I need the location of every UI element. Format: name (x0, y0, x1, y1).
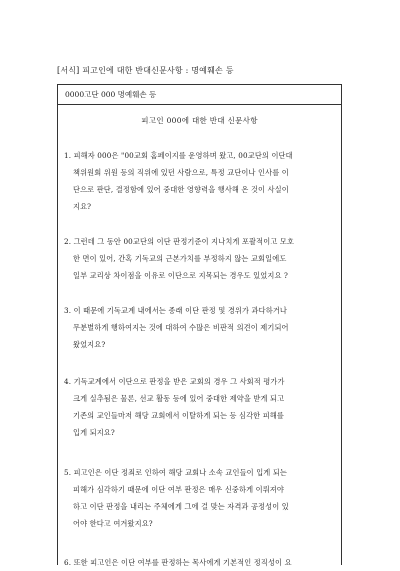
question-line: 입게 되지요? (73, 428, 115, 437)
question-line: 단으로 판단, 결정함에 있어 중대한 영향력을 행사해 온 것이 사실이 (73, 185, 289, 194)
form-title: 피고인 000에 대한 반대 신문사항 (141, 116, 258, 125)
question-line: 5. 피고인은 이단 정죄로 인하여 해당 교회나 소속 교인들이 입게 되는 (64, 468, 288, 477)
question-line: 지요? (73, 202, 92, 211)
question-item-4 (64, 373, 333, 441)
question-line: 4. 기독교계에서 이단으로 판정을 받은 교회의 경우 그 사회적 평가가 (64, 377, 285, 386)
question-line: 무분별하게 행하여지는 것에 대하여 수많은 비판적 의견이 제기되어 (73, 323, 289, 332)
question-line: 왔었지요? (73, 340, 106, 349)
question-line: 일부 교리상 차이점을 이유로 이단으로 지목되는 경우도 있었지요 ? (73, 271, 288, 280)
question-line: 어야 한다고 여겨왔지요? (73, 519, 153, 528)
question-item-2 (64, 233, 333, 284)
case-header: 0000고단 000 명예훼손 등 (58, 85, 341, 105)
question-item-6 (64, 554, 333, 571)
cross-examination-form (57, 84, 342, 565)
question-line: 2. 그런데 그 동안 00교단의 이단 판정기준이 지나치게 포괄적이고 모호 (64, 237, 295, 246)
question-line: 6. 또한 피고인은 이단 여부를 판정하는 목사에게 기본적인 정직성이 요 (64, 558, 292, 567)
question-line: 기존의 교인들마저 해당 교회에서 이탈하게 되는 등 심각한 피해를 (73, 411, 284, 420)
question-line: 하고 이단 판정을 내리는 주체에게 그에 걸 맞는 자격과 공정성이 있 (73, 502, 289, 511)
question-line: 크게 실추됨은 물론, 선교 활동 등에 있어 중대한 제약을 받게 되고 (73, 394, 285, 403)
question-line: 3. 이 때문에 기독교계 내에서는 종래 이단 판정 및 경위가 과다하거나 (64, 306, 288, 315)
question-line: 1. 피해자 000은 "00교회 홈페이지를 운영하며 왔고, 00교단의 이단대 (64, 151, 293, 160)
question-item-3 (64, 302, 333, 353)
question-item-1 (64, 147, 333, 215)
question-line: 한 면이 있어, 간혹 기독교의 근본가치를 부정하지 않는 교회일에도 (73, 254, 287, 263)
question-line: 책위원회 위원 등의 직위에 있던 사람으로, 특정 교단이나 인사를 이 (73, 168, 289, 177)
document-heading: [서식] 피고인에 대한 반대신문사항 : 명예훼손 등 (57, 66, 234, 75)
question-item-5 (64, 464, 333, 532)
question-line: 피해가 심각하기 때문에 이단 여부 판정은 매우 신중하게 이뤄져야 (73, 485, 284, 494)
